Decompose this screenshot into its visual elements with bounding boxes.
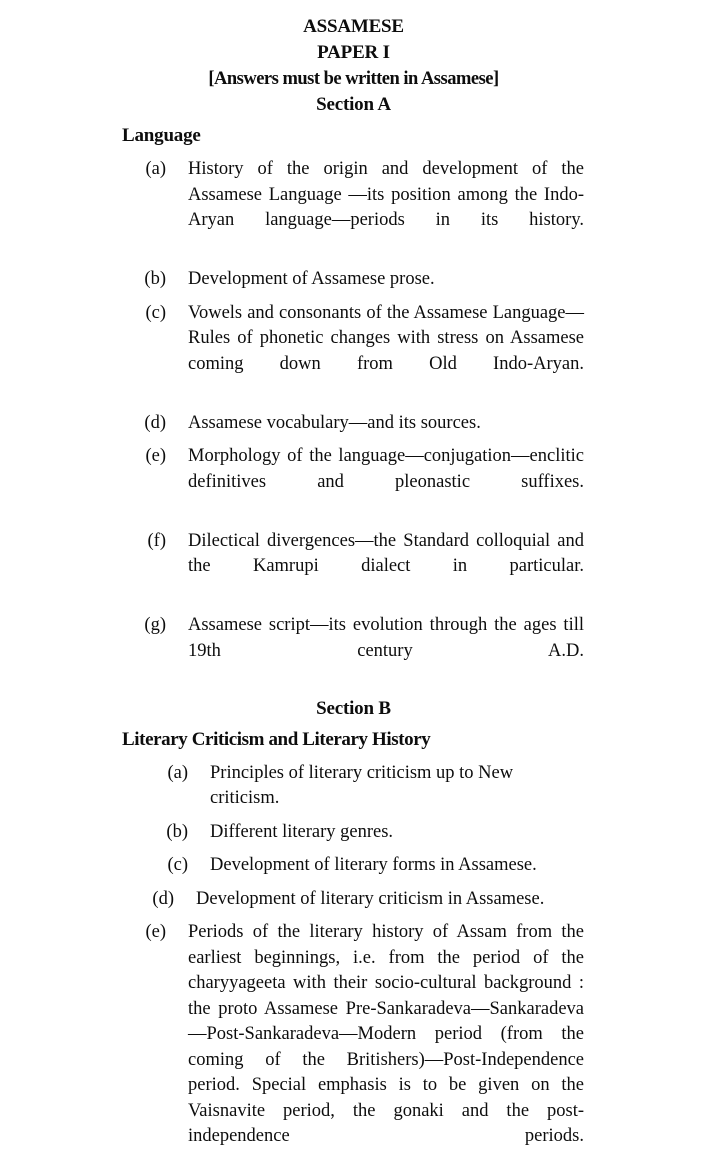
- list-item-text: Different literary genres.: [210, 820, 584, 846]
- list-item-marker: (a): [123, 157, 166, 183]
- list-item-text: Morphology of the language—conjugation—enclitic definitives and pleonastic suffixes.: [188, 444, 584, 521]
- list-item-text: Periods of the literary history of Assam from the earliest beginnings, i.e. from the period of the charyyageeta with their socio-cultural background : the proto Assamese Pre-Sankaradeva—Sankaradeva—Post-Sankaradeva—Modern period (from the coming of the Britishers)—Post-Independence period. Special emphasis is to be given on the Vaisnavite period, the gonaki and the post-independence periods.: [188, 920, 584, 1175]
- list-item-marker: (e): [123, 444, 166, 470]
- list-item: [123, 301, 584, 403]
- list-item: [123, 613, 584, 690]
- section-a-subheading: Language: [122, 123, 584, 149]
- section-b-list: [123, 761, 584, 1175]
- list-item: [123, 444, 584, 521]
- section-a: [123, 123, 584, 690]
- list-item: [123, 920, 584, 1175]
- paper-label: PAPER I: [123, 40, 584, 66]
- list-item-marker: (b): [145, 820, 188, 846]
- list-item-text: Development of literary criticism in Assamese.: [196, 887, 584, 913]
- list-item-text: Principles of literary criticism up to New criticism.: [210, 761, 584, 812]
- list-item-marker: (a): [145, 761, 188, 787]
- list-item: [123, 529, 584, 606]
- list-item-text: Assamese vocabulary—and its sources.: [188, 411, 584, 437]
- list-item-marker: (c): [145, 853, 188, 879]
- list-item: [123, 267, 584, 293]
- list-item-marker: (e): [123, 920, 166, 946]
- section-b: [123, 727, 584, 1175]
- list-item: [145, 761, 584, 812]
- section-a-list: [123, 157, 584, 690]
- list-item-marker: (g): [123, 613, 166, 639]
- answer-language-instruction: [Answers must be written in Assamese]: [123, 66, 584, 92]
- list-item-text: Vowels and consonants of the Assamese Language—Rules of phonetic changes with stress on Assamese coming down from Old Indo-Aryan.: [188, 301, 584, 403]
- list-item-text: Dilectical divergences—the Standard colloquial and the Kamrupi dialect in particular.: [188, 529, 584, 606]
- list-item-marker: (d): [123, 411, 166, 437]
- section-b-heading: Section B: [123, 696, 584, 722]
- section-a-heading: Section A: [123, 92, 584, 118]
- list-item-marker: (b): [123, 267, 166, 293]
- list-item-marker: (d): [131, 887, 174, 913]
- list-item: [145, 820, 584, 846]
- list-item: [123, 411, 584, 437]
- list-item-text: Assamese script—its evolution through the ages till 19th century A.D.: [188, 613, 584, 690]
- list-item-text: Development of literary forms in Assamese.: [210, 853, 584, 879]
- list-item: [145, 853, 584, 879]
- list-item-marker: (f): [123, 529, 166, 555]
- list-item-text: Development of Assamese prose.: [188, 267, 584, 293]
- list-item: [131, 887, 584, 913]
- section-b-subheading: Literary Criticism and Literary History: [122, 727, 584, 753]
- list-item-text: History of the origin and development of the Assamese Language —its position among the Indo-Aryan language—periods in its history.: [188, 157, 584, 259]
- page-title: ASSAMESE: [123, 14, 584, 40]
- list-item-marker: (c): [123, 301, 166, 327]
- list-item: [123, 157, 584, 259]
